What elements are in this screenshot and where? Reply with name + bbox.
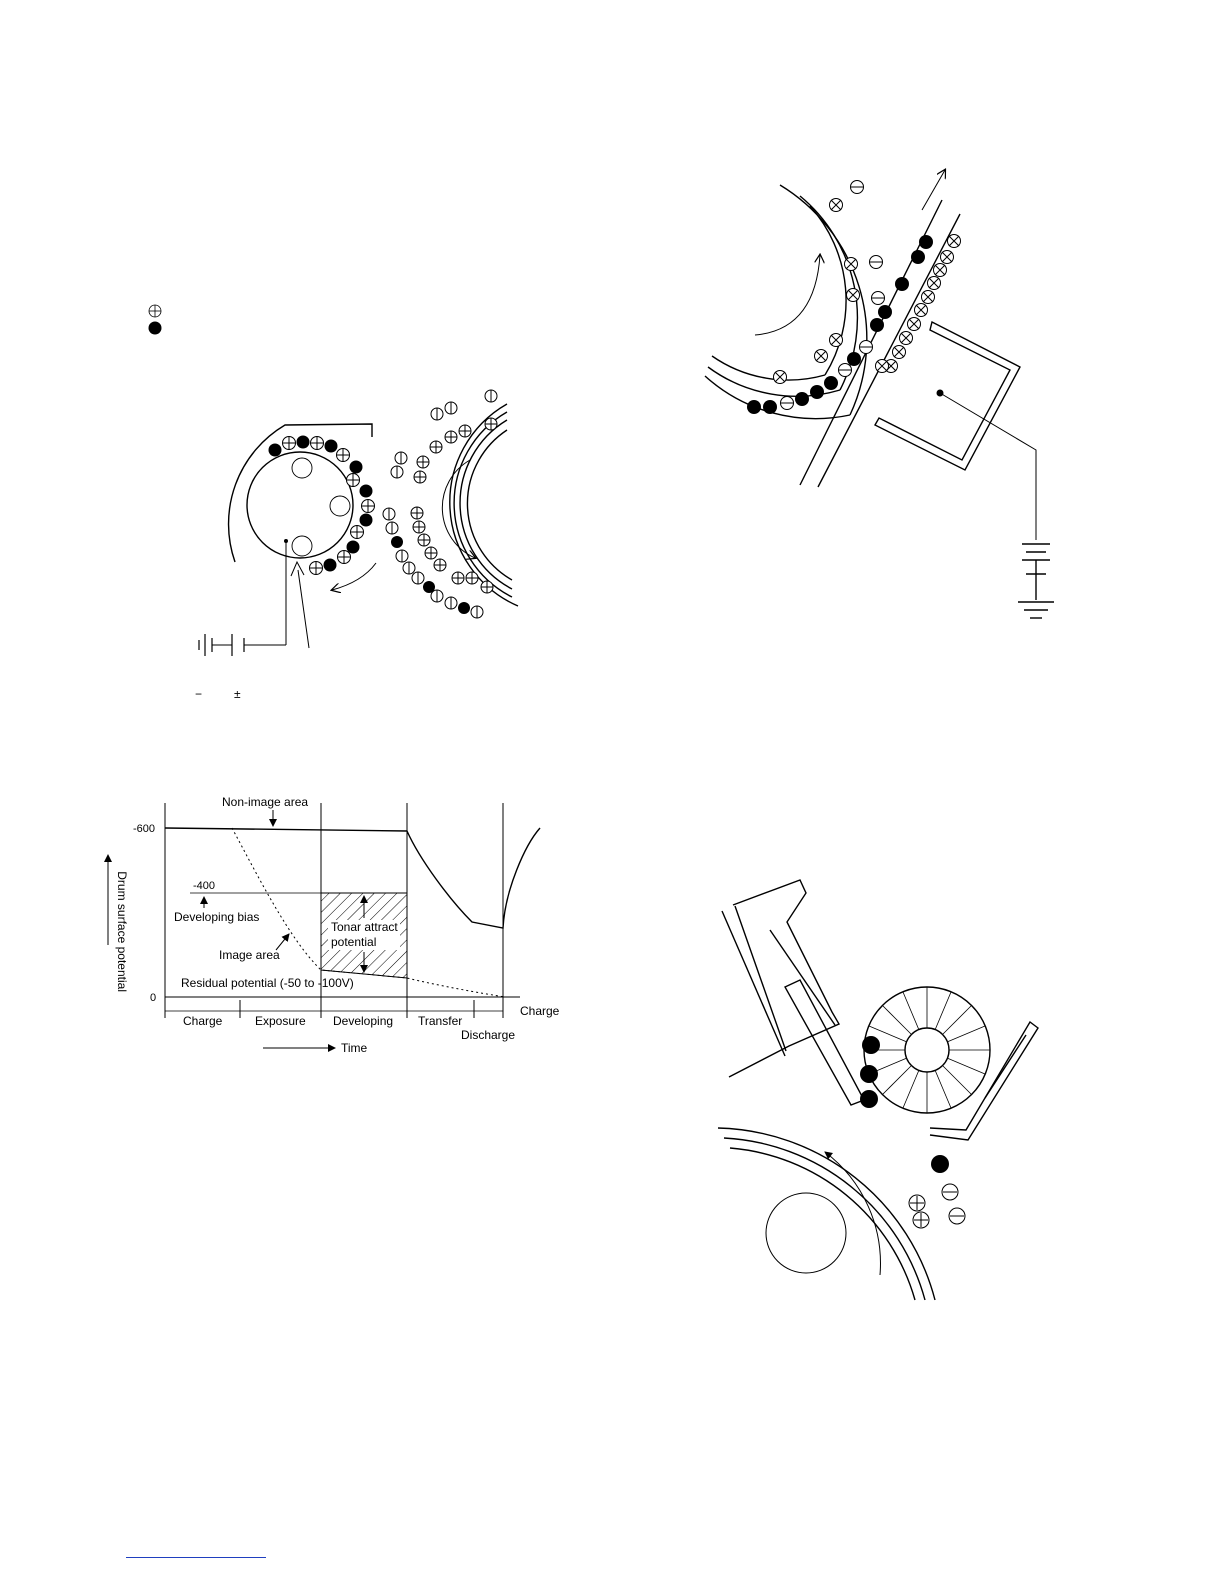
roller-rotation-arrow bbox=[332, 563, 376, 590]
label-developing-bias: Developing bias bbox=[174, 910, 260, 924]
magnet-pole-2 bbox=[330, 496, 350, 516]
y-tick-600: -600 bbox=[133, 823, 156, 835]
phase-transfer: Transfer bbox=[418, 1014, 463, 1028]
phase-charge-2: Charge bbox=[520, 1004, 560, 1018]
phase-developing: Developing bbox=[333, 1014, 394, 1028]
label-toner-attract-1: Tonar attract bbox=[331, 920, 398, 934]
paper-direction-arrow bbox=[922, 170, 945, 210]
magnet-pole-1 bbox=[292, 458, 312, 478]
phase-exposure: Exposure bbox=[255, 1014, 306, 1028]
label-toner-attract-2: potential bbox=[331, 935, 377, 949]
cleaning-housing bbox=[729, 880, 839, 1077]
cleaning-figure bbox=[718, 880, 1038, 1300]
magnet-roller bbox=[247, 452, 353, 558]
transfer-particles bbox=[747, 181, 961, 415]
y-tick-0: 0 bbox=[150, 992, 157, 1004]
label-image-area: Image area bbox=[219, 948, 280, 962]
transfer-charger bbox=[875, 322, 1020, 470]
transfer-figure bbox=[705, 170, 1054, 618]
phase-discharge: Discharge bbox=[461, 1028, 516, 1042]
cleaning-drum-outer bbox=[718, 1128, 935, 1300]
phase-charge: Charge bbox=[183, 1014, 223, 1028]
magnet-pole-3 bbox=[292, 536, 312, 556]
transfer-drum-rotation-arrow bbox=[755, 255, 820, 335]
label-non-image-area: Non-image area bbox=[222, 795, 309, 809]
cleaning-drum-rotation-arrow bbox=[825, 1152, 880, 1275]
y-axis-label: Drum surface potential bbox=[115, 871, 129, 992]
x-axis-label: Time bbox=[341, 1041, 368, 1055]
bias-sign-plus-minus: ± bbox=[234, 687, 241, 701]
potential-chart bbox=[108, 795, 560, 1055]
footer-link-underline[interactable] bbox=[126, 1557, 266, 1558]
bias-sign-minus: − bbox=[195, 687, 203, 701]
drum-shaft bbox=[766, 1193, 846, 1273]
legend bbox=[149, 305, 162, 335]
toner-particle-icon bbox=[149, 322, 162, 335]
label-residual-potential: Residual potential (-50 to -100V) bbox=[181, 976, 354, 990]
plus-charge-icon bbox=[149, 305, 161, 317]
label-bias-value: -400 bbox=[193, 880, 216, 892]
cleaning-particles bbox=[860, 1036, 965, 1228]
